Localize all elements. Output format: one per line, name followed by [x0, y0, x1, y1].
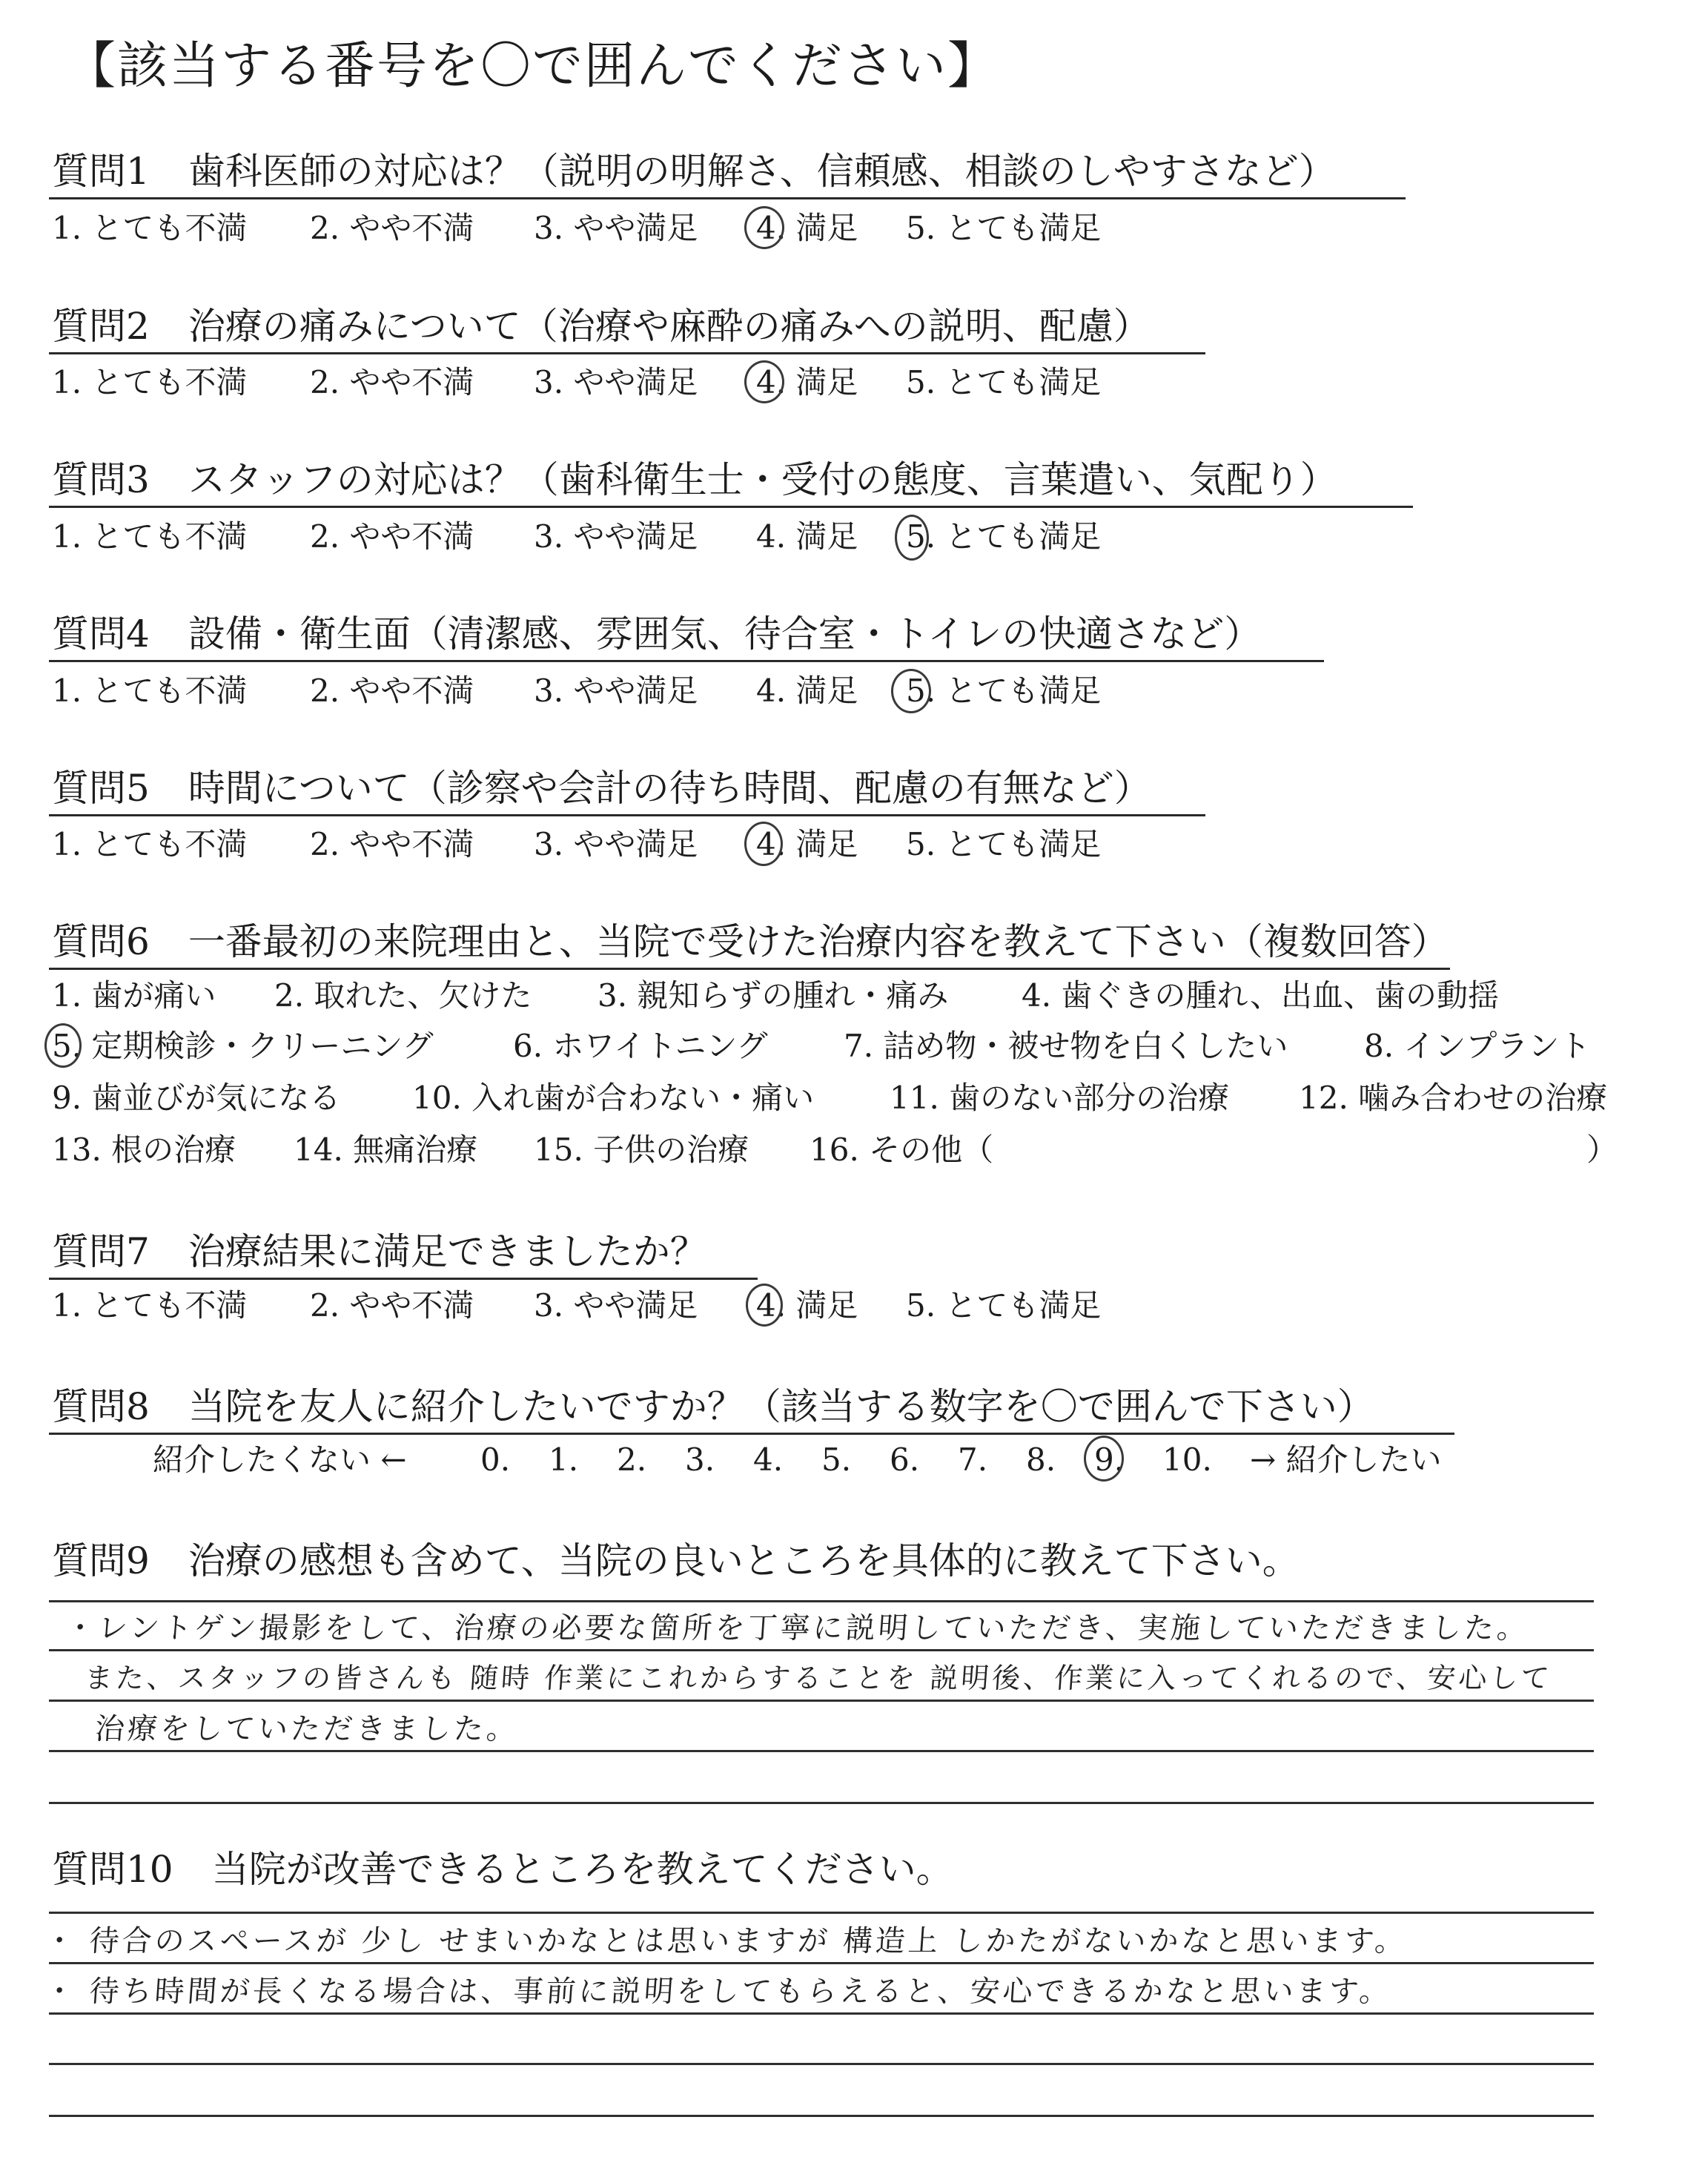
question-3-label: 質問3 [52, 458, 150, 501]
question-4-underline [49, 660, 1324, 662]
q8-number-9[interactable]: 9. [1094, 1441, 1125, 1478]
q8-number-1[interactable]: 1. [549, 1441, 579, 1478]
q6-option-2[interactable]: 2. 取れた、欠けた [274, 977, 532, 1014]
q6-option-5[interactable]: 5. 定期検診・クリーニング [52, 1028, 434, 1064]
q6-option-16[interactable]: 16. その他（ [810, 1132, 994, 1168]
q8-number-2[interactable]: 2. [617, 1441, 647, 1478]
question-9-text: 治療の感想も含めて、当院の良いところを具体的に教えて下さい。 [188, 1539, 1300, 1582]
q6-other-close-paren: ） [1586, 1132, 1618, 1168]
q10-rule-4 [49, 2115, 1594, 2117]
question-2-text: 治療の痛みについて（治療や麻酔の痛みへの説明、配慮） [188, 305, 1151, 348]
q6-option-11[interactable]: 11. 歯のない部分の治療 [890, 1080, 1230, 1116]
question-4-label: 質問4 [52, 612, 150, 655]
question-6-underline [49, 968, 1450, 970]
q4-option-4[interactable]: 4. 満足 [756, 673, 858, 709]
q9-rule-2 [49, 1700, 1594, 1702]
q10-rule-2 [49, 2012, 1594, 2015]
question-1-label: 質問1 [52, 150, 150, 193]
q5-option-1[interactable]: 1. とても不満 [52, 826, 248, 862]
q7-option-5[interactable]: 5. とても満足 [906, 1287, 1102, 1324]
q7-selection-circle [746, 1284, 783, 1327]
question-3-text: スタッフの対応は？（歯科衛生士・受付の態度、言葉遣い、気配り） [188, 458, 1337, 501]
question-8-underline [49, 1433, 1454, 1435]
q7-option-2[interactable]: 2. やや不満 [310, 1287, 474, 1324]
q8-number-10[interactable]: 10. [1162, 1441, 1212, 1478]
q3-option-3[interactable]: 3. やや満足 [534, 518, 698, 555]
q8-number-7[interactable]: 7. [958, 1441, 988, 1478]
question-6-label: 質問6 [52, 920, 150, 963]
q1-option-4[interactable]: 4. 満足 [756, 210, 858, 246]
q10-answer-line-1: ・ 待合のスペースが 少し せまいかなとは思いますが 構造上 しかたがないかなと思います。 [43, 1924, 1409, 1958]
q3-option-4[interactable]: 4. 満足 [756, 518, 858, 555]
q6-option-3[interactable]: 3. 親知らずの腫れ・痛み [598, 977, 949, 1014]
question-4-text: 設備・衛生面（清潔感、雰囲気、待合室・トイレの快適さなど） [188, 612, 1262, 655]
q3-option-1[interactable]: 1. とても不満 [52, 518, 248, 555]
q3-selection-circle [895, 515, 929, 561]
q8-number-0[interactable]: 0. [480, 1441, 511, 1478]
question-7-label: 質問7 [52, 1230, 150, 1273]
q4-option-3[interactable]: 3. やや満足 [534, 673, 698, 709]
q8-right-label: → 紹介したい [1250, 1441, 1442, 1478]
q9-rule-0 [49, 1600, 1594, 1602]
q5-option-4[interactable]: 4. 満足 [756, 826, 858, 862]
q9-answer-line-3: 治療をしていただきました。 [93, 1712, 520, 1746]
question-8-text: 当院を友人に紹介したいですか？（該当する数字を〇で囲んで下さい） [188, 1385, 1374, 1428]
q10-rule-1 [49, 1962, 1594, 1964]
q6-option-8[interactable]: 8. インプラント [1364, 1028, 1591, 1064]
q3-option-2[interactable]: 2. やや不満 [310, 518, 474, 555]
q9-answer-line-2: また、スタッフの皆さんも 随時 作業にこれからすることを 説明後、作業に入ってくれるので、安心して [83, 1662, 1554, 1694]
q6-option-7[interactable]: 7. 詰め物・被せ物を白くしたい [844, 1028, 1288, 1064]
question-1-underline [49, 197, 1406, 199]
q7-option-4[interactable]: 4. 満足 [756, 1287, 858, 1324]
question-6-text: 一番最初の来院理由と、当院で受けた治療内容を教えて下さい（複数回答） [188, 920, 1449, 963]
q2-option-5[interactable]: 5. とても満足 [906, 364, 1102, 400]
q10-answer-line-2: ・ 待ち時間が長くなる場合は、事前に説明をしてもらえると、安心できるかなと思います。 [43, 1975, 1394, 2009]
q4-option-2[interactable]: 2. やや不満 [310, 673, 474, 709]
question-7-underline [49, 1278, 758, 1280]
q6-option-12[interactable]: 12. 噛み合わせの治療 [1299, 1080, 1608, 1116]
q8-number-5[interactable]: 5. [821, 1441, 852, 1478]
q6-option-9[interactable]: 9. 歯並びが気になる [52, 1080, 341, 1116]
q1-option-1[interactable]: 1. とても不満 [52, 210, 248, 246]
q8-number-3[interactable]: 3. [685, 1441, 715, 1478]
q1-selection-circle [744, 206, 784, 249]
q7-option-1[interactable]: 1. とても不満 [52, 1287, 248, 1324]
q2-option-1[interactable]: 1. とても不満 [52, 364, 248, 400]
q9-rule-4 [49, 1802, 1594, 1804]
q4-selection-circle [891, 669, 931, 713]
question-5-text: 時間について（診察や会計の待ち時間、配慮の有無など） [188, 767, 1151, 810]
q8-number-4[interactable]: 4. [753, 1441, 784, 1478]
q4-option-5[interactable]: 5. とても満足 [906, 673, 1102, 709]
question-5-underline [49, 814, 1205, 816]
q6-option-15[interactable]: 15. 子供の治療 [534, 1132, 749, 1168]
q2-option-4[interactable]: 4. 満足 [756, 364, 858, 400]
q9-rule-3 [49, 1750, 1594, 1752]
instruction-header: 【該当する番号を〇で囲んでください】 [65, 37, 1000, 96]
question-10-label: 質問10 [52, 1848, 173, 1891]
q6-selection-circle [44, 1023, 82, 1068]
q5-option-3[interactable]: 3. やや満足 [534, 826, 698, 862]
q8-number-6[interactable]: 6. [890, 1441, 920, 1478]
q6-option-4[interactable]: 4. 歯ぐきの腫れ、出血、歯の動揺 [1022, 977, 1499, 1014]
q3-option-5[interactable]: 5. とても満足 [906, 518, 1102, 555]
q8-selection-circle [1084, 1436, 1124, 1482]
question-8-label: 質問8 [52, 1385, 150, 1428]
question-5-label: 質問5 [52, 767, 150, 810]
q5-selection-circle [744, 822, 783, 866]
q6-option-1[interactable]: 1. 歯が痛い [52, 977, 216, 1014]
q6-option-14[interactable]: 14. 無痛治療 [294, 1132, 478, 1168]
q6-option-10[interactable]: 10. 入れ歯が合わない・痛い [412, 1080, 815, 1116]
q2-option-2[interactable]: 2. やや不満 [310, 364, 474, 400]
q10-rule-3 [49, 2063, 1594, 2065]
q1-option-5[interactable]: 5. とても満足 [906, 210, 1102, 246]
q8-number-8[interactable]: 8. [1026, 1441, 1056, 1478]
question-2-label: 質問2 [52, 305, 150, 348]
q9-answer-line-1: ・レントゲン撮影をして、治療の必要な箇所を丁寧に説明していただき、実施していただきました。 [64, 1611, 1531, 1645]
q1-option-3[interactable]: 3. やや満足 [534, 210, 698, 246]
question-1-text: 歯科医師の対応は？（説明の明解さ、信頼感、相談のしやすさなど） [188, 150, 1336, 193]
question-3-underline [49, 506, 1413, 508]
q7-option-3[interactable]: 3. やや満足 [534, 1287, 698, 1324]
q4-option-1[interactable]: 1. とても不満 [52, 673, 248, 709]
q10-rule-0 [49, 1912, 1594, 1914]
question-2-underline [49, 352, 1205, 354]
q2-option-3[interactable]: 3. やや満足 [534, 364, 698, 400]
q5-option-5[interactable]: 5. とても満足 [906, 826, 1102, 862]
question-10-text: 当院が改善できるところを教えてください。 [211, 1848, 953, 1891]
q6-option-13[interactable]: 13. 根の治療 [52, 1132, 236, 1168]
question-7-text: 治療結果に満足できましたか？ [188, 1230, 707, 1273]
q2-selection-circle [744, 360, 784, 403]
q8-left-label: 紹介したくない ← [153, 1441, 407, 1478]
q6-option-6[interactable]: 6. ホワイトニング [513, 1028, 768, 1064]
q9-rule-1 [49, 1649, 1594, 1651]
question-9-label: 質問9 [52, 1539, 150, 1582]
q5-option-2[interactable]: 2. やや不満 [310, 826, 474, 862]
q1-option-2[interactable]: 2. やや不満 [310, 210, 474, 246]
